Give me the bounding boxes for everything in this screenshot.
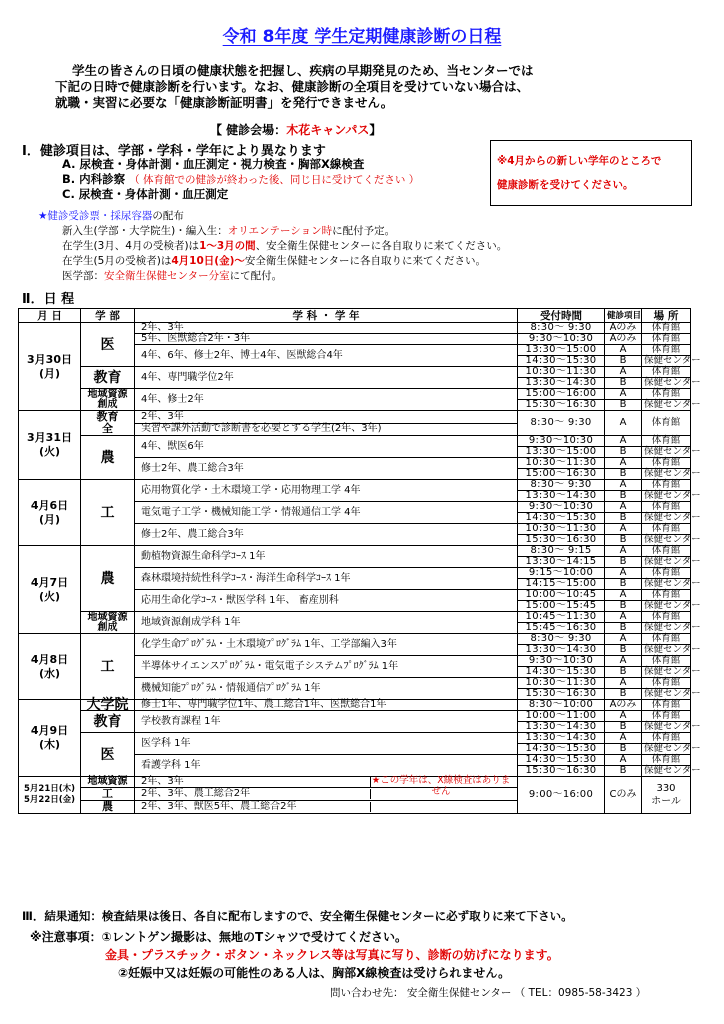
dept-cell: 4年、獣医6年 (135, 436, 518, 458)
item-cell: A (605, 458, 642, 469)
place-cell: 体育館 (642, 502, 691, 513)
place-cell: 保健センター (642, 601, 691, 612)
item-cell: B (605, 469, 642, 480)
time-cell: 13:30～14:30 (518, 378, 605, 389)
place-cell: 保健センター (642, 722, 691, 733)
item-cell: B (605, 623, 642, 634)
place-cell: 保健センター (642, 667, 691, 678)
faculty-cell: 医 (81, 323, 135, 367)
place-cell: 体育館 (642, 323, 691, 334)
time-cell: 10:45～11:30 (518, 612, 605, 623)
dept-cell: 4年、6年、修士2年、博士4年、医獣総合4年 (135, 345, 518, 367)
place-cell: 保健センター (642, 557, 691, 568)
item-cell: A (605, 568, 642, 579)
distribution-medical: 医学部：安全衛生保健センター分室にて配付。 (62, 270, 283, 282)
item-cell: A (605, 711, 642, 722)
place-cell: 体育館 (642, 411, 691, 436)
time-cell: 8:30～ 9:30 (518, 480, 605, 491)
dept-cell: 学校教育課程 1年 (135, 711, 518, 733)
item-a: A. 尿検査・身体計測・血圧測定・視力検査・胸部X線検査 (62, 157, 365, 171)
item-cell: B (605, 744, 642, 755)
header-faculty: 学 部 (81, 309, 135, 323)
time-cell: 9:30～10:30 (518, 436, 605, 447)
time-cell: 10:00～11:00 (518, 711, 605, 722)
item-c: C. 尿検査・身体計測・血圧測定 (62, 187, 229, 201)
place-cell: 体育館 (642, 436, 691, 447)
item-cell: B (605, 766, 642, 777)
faculty-cell: 農 (81, 436, 135, 480)
time-cell: 14:30～15:30 (518, 513, 605, 524)
dept-cell: 応用生命化学ｺｰｽ・獣医学科 1年、 畜産別科 (135, 590, 518, 612)
time-cell: 15:30～16:30 (518, 766, 605, 777)
date-cell: 3月31日 (火) (19, 411, 81, 480)
may-faculty-3: 農 (81, 801, 135, 814)
item-cell: B (605, 378, 642, 389)
schedule-row (19, 634, 691, 645)
schedule-row (19, 367, 691, 378)
time-cell: 15:00～16:30 (518, 469, 605, 480)
dept-cell: 4年、修士2年 (135, 389, 518, 411)
faculty-cell: 教育 全 (81, 411, 135, 436)
may-dept-2: 2年、3年、農工総合2年★この学年は、X線検査はありません (135, 788, 518, 801)
header-date: 月 日 (19, 309, 81, 323)
place-cell: 保健センター (642, 491, 691, 502)
item-cell: B (605, 667, 642, 678)
dept-cell: 修士1年、専門職学位1年、農工総合1年、医獣総合1年 (135, 700, 518, 711)
place-cell: 保健センター (642, 356, 691, 367)
place-cell: 保健センター (642, 645, 691, 656)
item-cell: B (605, 535, 642, 546)
item-cell: A (605, 524, 642, 535)
item-cell: Aのみ (605, 323, 642, 334)
item-cell: B (605, 645, 642, 656)
time-cell: 8:30～ 9:30 (518, 411, 605, 436)
item-cell: A (605, 411, 642, 436)
time-cell: 15:30～16:30 (518, 689, 605, 700)
place-cell: 体育館 (642, 568, 691, 579)
place-cell: 保健センター (642, 378, 691, 389)
xray-exempt-note: ★この学年は、X線検査はありません (371, 775, 511, 797)
time-cell: 13:30～14:30 (518, 722, 605, 733)
time-cell: 13:30～14:30 (518, 733, 605, 744)
faculty-cell: 地域資源 創成 (81, 612, 135, 634)
time-cell: 8:30～10:00 (518, 700, 605, 711)
time-cell: 10:00～10:45 (518, 590, 605, 601)
item-cell: B (605, 689, 642, 700)
time-cell: 14:30～15:30 (518, 356, 605, 367)
intro-line-3: 就職・実習に必要な「健康診断証明書」を発行できません。 (55, 95, 394, 110)
dept-cell: 半導体サイエンスﾌﾟﾛｸﾞﾗﾑ・電気電子システムﾌﾟﾛｸﾞﾗﾑ 1年 (135, 656, 518, 678)
time-cell: 10:30～11:30 (518, 367, 605, 378)
schedule-row (19, 612, 691, 623)
header-item: 健診項目 (605, 309, 642, 323)
header-dept: 学 科 ・ 学 年 (135, 309, 518, 323)
distribution-may: 在学生(5月の受検者)は4月10日(金)～安全衛生保健センターに各自取りに来てください。 (62, 255, 486, 267)
may-item: Cのみ (605, 777, 642, 814)
time-cell: 8:30～ 9:30 (518, 634, 605, 645)
distribution-march: 在学生(3月、4月の受検者)は1～3月の間、安全衛生保健センターに各自取りに来てください。 (62, 240, 508, 252)
dept-cell: 地域資源創成学科 1年 (135, 612, 518, 634)
dept-cell: 森林環境持続性科学ｺｰｽ・海洋生命科学ｺｰｽ 1年 (135, 568, 518, 590)
dept-cell: 医学科 1年 (135, 733, 518, 755)
place-cell: 保健センター (642, 766, 691, 777)
faculty-cell: 教育 (81, 711, 135, 733)
section3-result: Ⅲ．結果通知：検査結果は後日、各自に配布しますので、安全衛生保健センターに必ず取りに来て下さい。 (22, 909, 573, 923)
time-cell: 8:30～ 9:30 (518, 323, 605, 334)
item-cell: B (605, 447, 642, 458)
venue-line: 【 健診会場：木花キャンパス】 (210, 123, 382, 137)
schedule-row (19, 436, 691, 447)
item-cell: A (605, 612, 642, 623)
item-b: B. 内科診察 （ 体育館での健診が終わった後、同じ日に受けてください ） (62, 172, 420, 186)
faculty-cell: 工 (81, 480, 135, 546)
place-cell: 体育館 (642, 678, 691, 689)
dept-cell: 5年、医獣総合2年・3年 (135, 334, 518, 345)
item-cell: A (605, 656, 642, 667)
dept-cell: 2年、3年 (135, 411, 518, 424)
place-cell: 体育館 (642, 345, 691, 356)
place-cell: 体育館 (642, 656, 691, 667)
date-cell: 4月7日 (火) (19, 546, 81, 634)
place-cell: 体育館 (642, 590, 691, 601)
place-cell: 体育館 (642, 733, 691, 744)
item-cell: A (605, 590, 642, 601)
place-cell: 保健センター (642, 469, 691, 480)
time-cell: 14:15～15:00 (518, 579, 605, 590)
may-faculty-2: 工 (81, 788, 135, 801)
intro-line-1: 学生の皆さんの日頃の健康状態を把握し、疾病の早期発見のため、当センターでは (72, 63, 534, 78)
place-cell: 体育館 (642, 367, 691, 378)
dept-cell: 修士2年、農工総合3年 (135, 524, 518, 546)
place-cell: 保健センター (642, 744, 691, 755)
dept-cell: 2年、3年 (135, 323, 518, 334)
item-cell: A (605, 480, 642, 491)
time-cell: 10:30～11:30 (518, 458, 605, 469)
new-year-notice-box: ※4月からの新しい学年のところで 健康診断を受けてください。 (490, 140, 692, 206)
dept-cell: 4年、専門職学位2年 (135, 367, 518, 389)
date-cell: 3月30日 (月) (19, 323, 81, 411)
header-time: 受付時間 (518, 309, 605, 323)
time-cell: 9:30～10:30 (518, 334, 605, 345)
place-cell: 体育館 (642, 634, 691, 645)
date-cell: 4月6日 (月) (19, 480, 81, 546)
faculty-cell: 地域資源 創成 (81, 389, 135, 411)
time-cell: 13:30～15:00 (518, 345, 605, 356)
item-cell: B (605, 400, 642, 411)
intro-line-2: 下記の日時で健康診断を行います。なお、健康診断の全項目を受けていない場合は、 (55, 79, 530, 94)
time-cell: 10:30～11:30 (518, 678, 605, 689)
header-place: 場 所 (642, 309, 691, 323)
place-cell: 体育館 (642, 700, 691, 711)
schedule-row (19, 733, 691, 744)
time-cell: 14:30～15:30 (518, 755, 605, 766)
time-cell: 10:30～11:30 (518, 524, 605, 535)
item-cell: B (605, 722, 642, 733)
item-cell: A (605, 345, 642, 356)
item-cell: A (605, 389, 642, 400)
item-cell: B (605, 356, 642, 367)
item-cell: A (605, 367, 642, 378)
contact-info: 問い合わせ先： 安全衛生保健センター （ TEL：0985-58-3423 ） (330, 987, 647, 999)
faculty-cell: 農 (81, 546, 135, 612)
item-cell: B (605, 491, 642, 502)
place-cell: 体育館 (642, 524, 691, 535)
schedule-row (19, 389, 691, 400)
item-cell: Aのみ (605, 334, 642, 345)
date-cell: 4月9日 (木) (19, 700, 81, 777)
time-cell: 15:30～16:30 (518, 535, 605, 546)
time-cell: 14:30～15:30 (518, 744, 605, 755)
time-cell: 9:30～10:30 (518, 656, 605, 667)
place-cell: 体育館 (642, 334, 691, 345)
place-cell: 体育館 (642, 755, 691, 766)
place-cell: 体育館 (642, 389, 691, 400)
dept-cell: 電気電子工学・機械知能工学・情報通信工学 4年 (135, 502, 518, 524)
schedule-row (19, 323, 691, 334)
schedule-row (19, 546, 691, 557)
item-cell: B (605, 513, 642, 524)
place-cell: 保健センター (642, 623, 691, 634)
dept-cell: 応用物質化学・土木環境工学・応用物理工学 4年 (135, 480, 518, 502)
dept-cell: 動植物資源生命科学ｺｰｽ 1年 (135, 546, 518, 568)
time-cell: 13:30～14:30 (518, 491, 605, 502)
time-cell: 15:30～16:30 (518, 400, 605, 411)
place-cell: 体育館 (642, 546, 691, 557)
place-cell: 体育館 (642, 612, 691, 623)
may-dept-1: 2年、3年 (135, 777, 518, 788)
dept-cell: 機械知能ﾌﾟﾛｸﾞﾗﾑ・情報通信ﾌﾟﾛｸﾞﾗﾑ 1年 (135, 678, 518, 700)
item-cell: A (605, 678, 642, 689)
time-cell: 15:00～16:00 (518, 389, 605, 400)
dept-cell: 看護学科 1年 (135, 755, 518, 777)
may-time: 9:00～16:00 (518, 777, 605, 814)
schedule-row (19, 480, 691, 491)
item-cell: A (605, 755, 642, 766)
item-cell: A (605, 733, 642, 744)
section1-heading: Ⅰ．健診項目は、学部・学科・学年により異なります (22, 144, 326, 159)
item-cell: Aのみ (605, 700, 642, 711)
time-cell: 13:30～15:00 (518, 447, 605, 458)
dept-cell: 実習や課外活動で診断書を必要とする学生(2年、3年) (135, 423, 518, 436)
schedule-table (18, 308, 701, 814)
item-cell: A (605, 502, 642, 513)
place-cell: 保健センター (642, 579, 691, 590)
faculty-cell: 医 (81, 733, 135, 777)
place-cell: 体育館 (642, 458, 691, 469)
caution-line-1-red: 金具・プラスチック・ボタン・ネックレス等は写真に写り、診断の妨げになります。 (105, 948, 559, 962)
page-title: 令和 8年度 学生定期健康診断の日程 (222, 27, 502, 47)
time-cell: 8:30～ 9:15 (518, 546, 605, 557)
dept-cell: 化学生命ﾌﾟﾛｸﾞﾗﾑ・土木環境ﾌﾟﾛｸﾞﾗﾑ 1年、工学部編入3年 (135, 634, 518, 656)
time-cell: 15:00～15:45 (518, 601, 605, 612)
distribution-heading: ★健診受診票・採尿容器の配布 (38, 210, 184, 222)
time-cell: 14:30～15:30 (518, 667, 605, 678)
time-cell: 13:30～14:30 (518, 645, 605, 656)
place-cell: 保健センター (642, 400, 691, 411)
caution-line-1: ※注意事項：①レントゲン撮影は、無地のTシャツで受けてください。 (30, 930, 407, 944)
item-cell: A (605, 634, 642, 645)
date-cell: 4月8日 (水) (19, 634, 81, 700)
item-cell: A (605, 546, 642, 557)
time-cell: 13:30～14:15 (518, 557, 605, 568)
time-cell: 9:15～10:00 (518, 568, 605, 579)
may-dept-3: 2年、3年、獣医5年、農工総合2年 (135, 801, 518, 814)
faculty-cell: 大学院 (81, 700, 135, 711)
place-cell: 保健センター (642, 535, 691, 546)
place-cell: 保健センター (642, 447, 691, 458)
item-cell: B (605, 579, 642, 590)
faculty-cell: 教育 (81, 367, 135, 389)
time-cell: 9:30～10:30 (518, 502, 605, 513)
place-cell: 体育館 (642, 480, 691, 491)
item-cell: A (605, 436, 642, 447)
section2-heading: Ⅱ．日 程 (22, 292, 75, 307)
may-date-cell: 5月21日(木) 5月22日(金) (19, 777, 81, 814)
place-cell: 体育館 (642, 711, 691, 722)
item-cell: B (605, 601, 642, 612)
dept-cell: 修士2年、農工総合3年 (135, 458, 518, 480)
place-cell: 保健センター (642, 689, 691, 700)
may-faculty-1: 地域資源 (81, 777, 135, 788)
faculty-cell: 工 (81, 634, 135, 700)
place-cell: 保健センター (642, 513, 691, 524)
time-cell: 15:45～16:30 (518, 623, 605, 634)
distribution-new: 新入生(学部・大学院生)・編入生：オリエンテーション時に配付予定。 (62, 225, 396, 237)
may-place: 330 ホール (642, 777, 691, 814)
caution-line-2: ②妊娠中又は妊娠の可能性のある人は、胸部X線検査は受けられません。 (118, 966, 511, 980)
item-cell: B (605, 557, 642, 568)
schedule-row (19, 411, 691, 424)
